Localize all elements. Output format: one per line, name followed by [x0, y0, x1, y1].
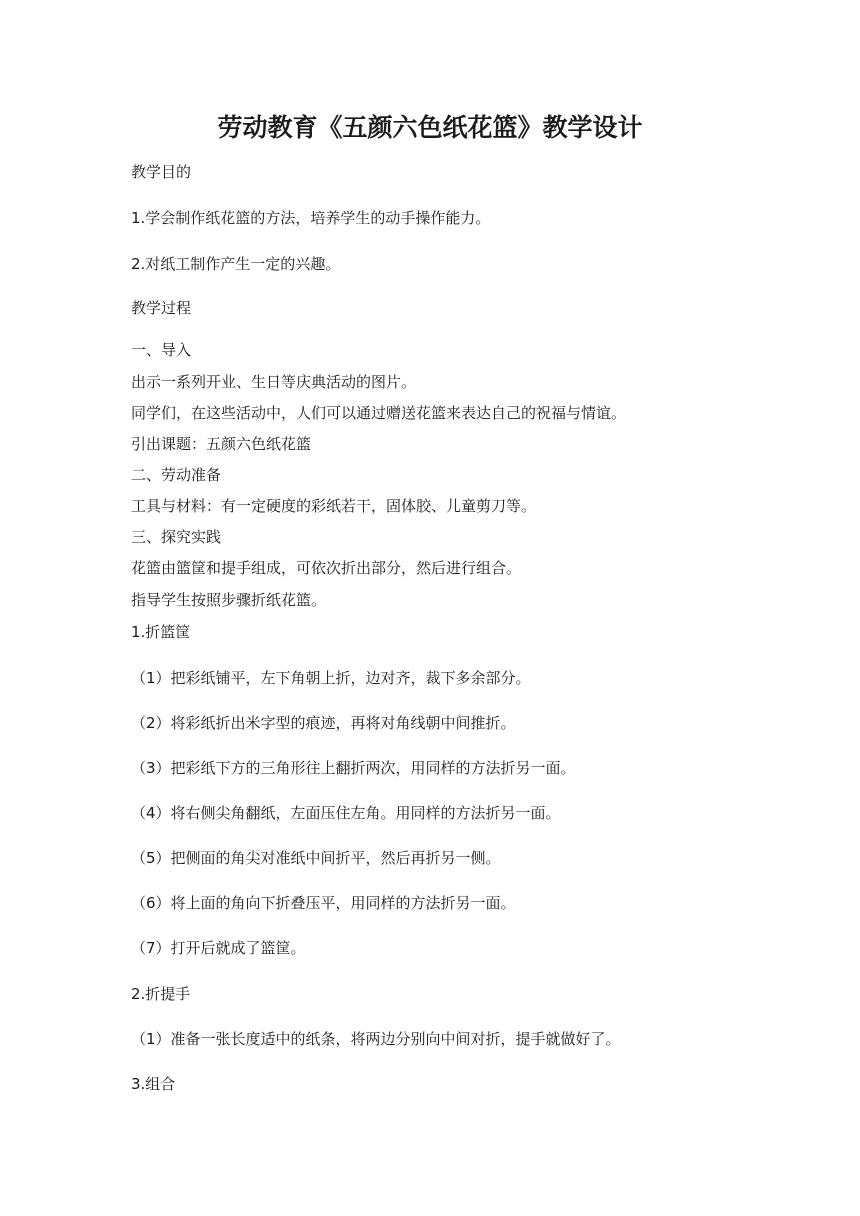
subsection-heading-preparation: 二、劳动准备 — [131, 466, 222, 484]
step-item: （5）把侧面的角尖对准纸中间折平，然后再折另一侧。 — [131, 849, 501, 867]
paragraph-line: 同学们，在这些活动中，人们可以通过赠送花篮来表达自己的祝福与情谊。 — [131, 404, 627, 422]
step-item: （1）准备一张长度适中的纸条，将两边分别向中间对折，提手就做好了。 — [131, 1030, 621, 1048]
step-item: （6）将上面的角向下折叠压平，用同样的方法折另一面。 — [131, 894, 516, 912]
paragraph-line: 出示一系列开业、生日等庆典活动的图片。 — [131, 373, 417, 391]
document-title: 劳动教育《五颜六色纸花篮》教学设计 — [217, 113, 643, 142]
paragraph-line: 指导学生按照步骤折纸花篮。 — [131, 591, 327, 609]
step-item: （3）把彩纸下方的三角形往上翻折两次，用同样的方法折另一面。 — [131, 759, 576, 777]
objective-item-2: 2.对纸工制作产生一定的兴趣。 — [131, 255, 341, 273]
objective-item-1: 1.学会制作纸花篮的方法，培养学生的动手操作能力。 — [131, 209, 491, 227]
step-item: （4）将右侧尖角翻纸，左面压住左角。用同样的方法折另一面。 — [131, 804, 561, 822]
step-item: （1）把彩纸铺平，左下角朝上折，边对齐，裁下多余部分。 — [131, 669, 531, 687]
step-heading-assembly: 3.组合 — [131, 1075, 176, 1093]
step-item: （7）打开后就成了篮筐。 — [131, 939, 306, 957]
subsection-heading-practice: 三、探究实践 — [131, 528, 222, 546]
paragraph-line: 引出课题：五颜六色纸花篮 — [131, 435, 312, 453]
subsection-heading-intro: 一、导入 — [131, 341, 192, 359]
step-heading-handle: 2.折提手 — [131, 985, 191, 1003]
section-heading-process: 教学过程 — [131, 299, 192, 317]
paragraph-line: 花篮由篮筐和提手组成，可依次折出部分，然后进行组合。 — [131, 559, 522, 577]
paragraph-line: 工具与材料：有一定硬度的彩纸若干，固体胶、儿童剪刀等。 — [131, 497, 537, 515]
step-item: （2）将彩纸折出米字型的痕迹，再将对角线朝中间推折。 — [131, 714, 516, 732]
step-heading-basket: 1.折篮筐 — [131, 623, 191, 641]
section-heading-objectives: 教学目的 — [131, 163, 192, 181]
